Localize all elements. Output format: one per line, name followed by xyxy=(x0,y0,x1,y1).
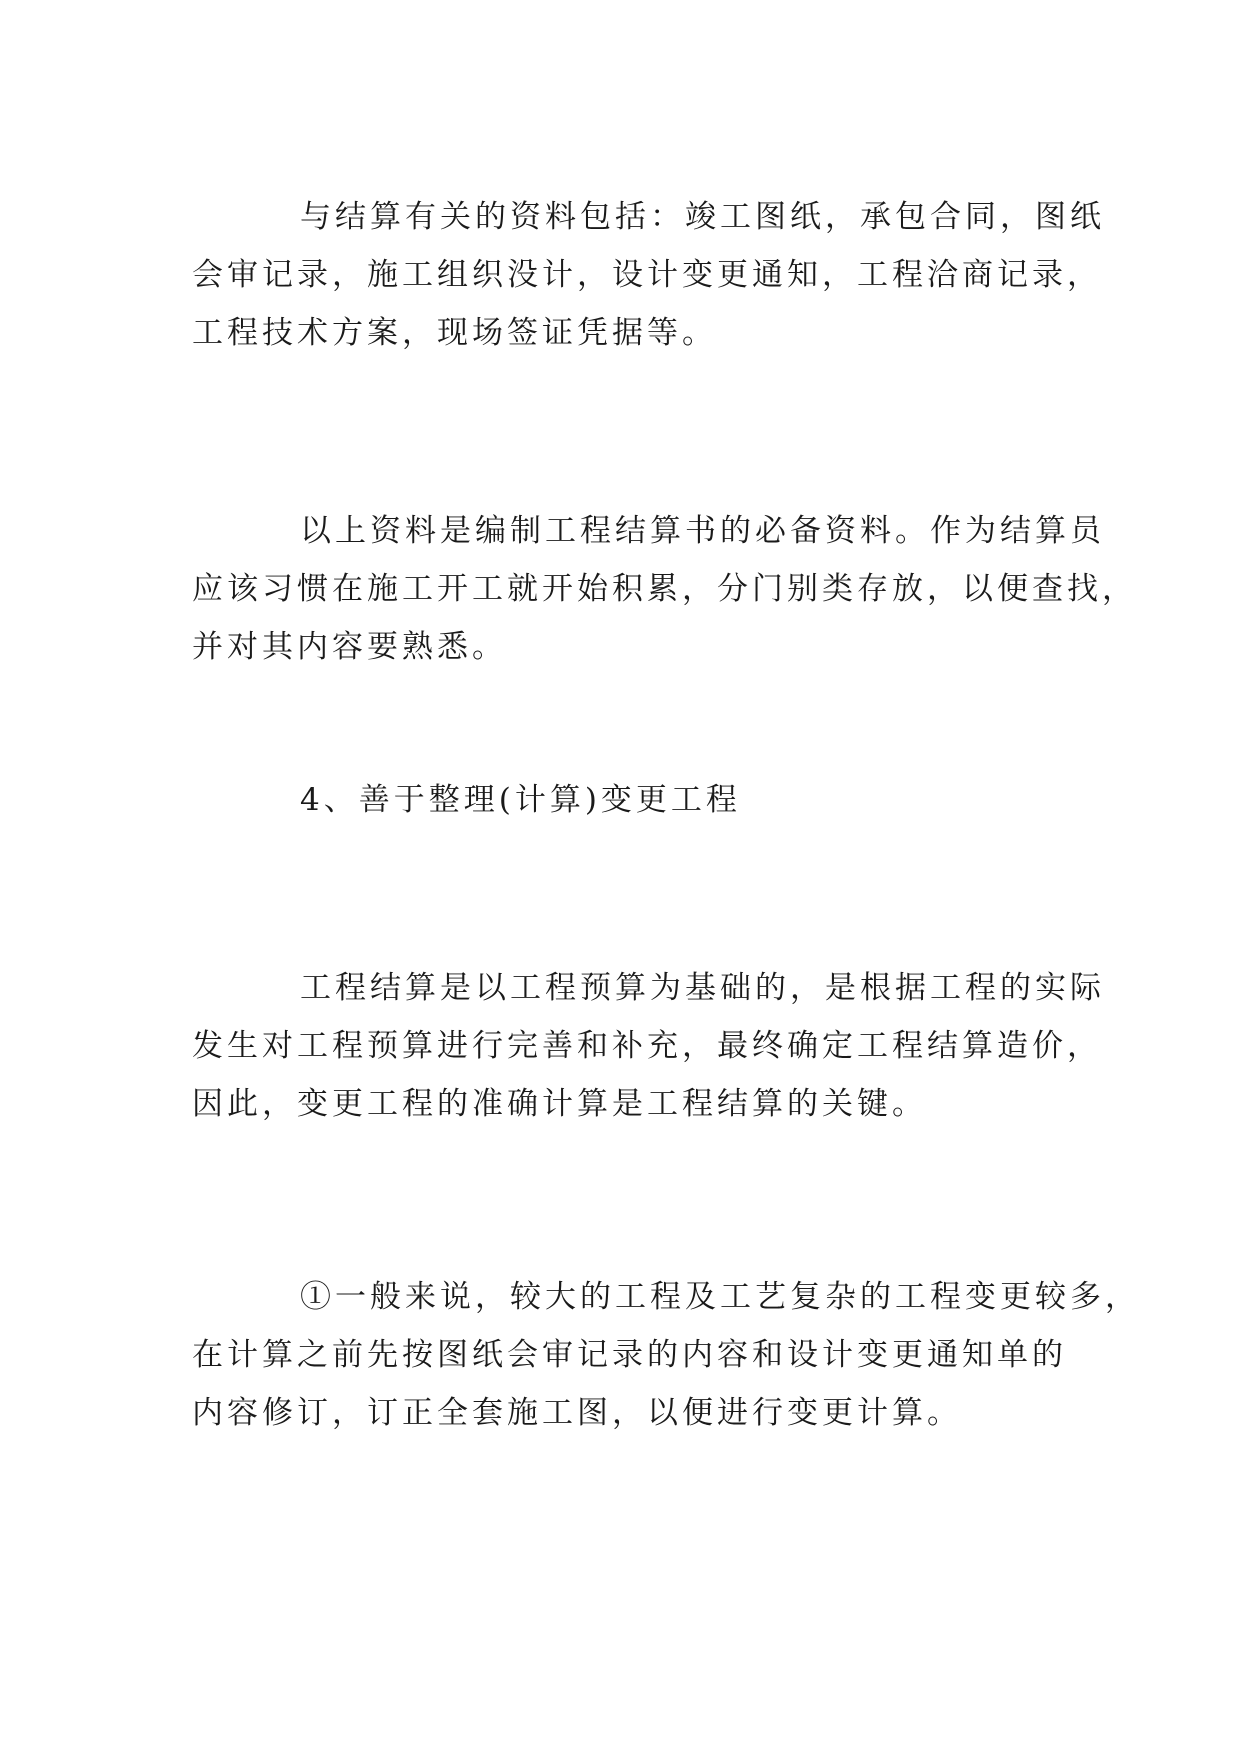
paragraph-materials-preparation xyxy=(192,502,1137,676)
text-line: ①一般来说，较大的工程及工艺复杂的工程变更较多， xyxy=(300,1279,1140,1315)
text-line: 工程结算是以工程预算为基础的，是根据工程的实际 xyxy=(300,970,1105,1006)
text-line: 以上资料是编制工程结算书的必备资料。作为结算员 xyxy=(300,513,1105,549)
text-line: 发生对工程预算进行完善和补充，最终确定工程结算造价， xyxy=(192,1028,1102,1064)
paragraph-settlement-materials xyxy=(192,188,1105,362)
text-line: 工程技术方案，现场签证凭据等。 xyxy=(192,315,717,351)
text-line: 并对其内容要熟悉。 xyxy=(192,629,507,665)
text-line: 会审记录，施工组织没计，设计变更通知，工程洽商记录， xyxy=(192,257,1102,293)
text-line: 应该习惯在施工开工就开始积累，分门别类存放，以便查找， xyxy=(192,571,1137,607)
text-line: 在计算之前先按图纸会审记录的内容和设计变更通知单的 xyxy=(192,1337,1067,1373)
paragraph-change-calculation xyxy=(192,959,1105,1133)
paragraph-drawing-revision xyxy=(192,1268,1140,1442)
section-heading: 4、善于整理(计算)变更工程 xyxy=(300,782,741,818)
text-line: 内容修订，订正全套施工图，以便进行变更计算。 xyxy=(192,1395,962,1431)
text-line: 与结算有关的资料包括：竣工图纸，承包合同，图纸 xyxy=(300,199,1105,235)
text-line: 因此，变更工程的准确计算是工程结算的关键。 xyxy=(192,1086,927,1122)
